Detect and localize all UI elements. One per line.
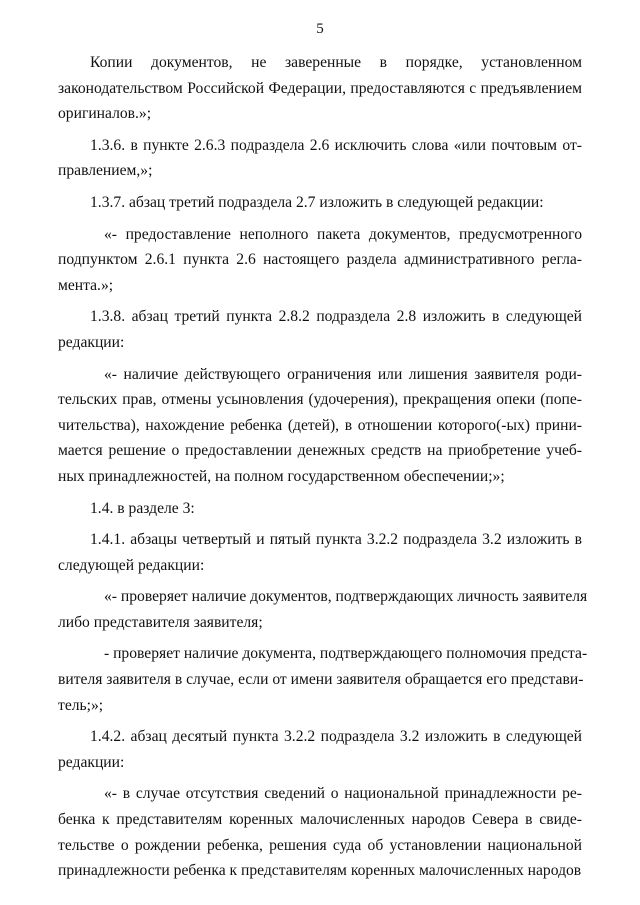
paragraph: [58, 527, 582, 578]
text-line: - проверяет наличие документа, подтверждающего полномочия предста-: [104, 645, 588, 663]
text-line: тельстве о рождении ребенка, решения суда об установлении национальной: [58, 836, 582, 854]
paragraph: [58, 641, 588, 718]
paragraph: [58, 304, 582, 355]
text-line: оригиналов.»;: [58, 105, 152, 123]
text-line: Копии документов, не заверенные в порядке, установленном: [90, 54, 582, 71]
paragraph: [58, 133, 582, 184]
text-line: 1.3.7. абзац третий подраздела 2.7 изложить в следующей редакции:: [90, 193, 544, 211]
text-line: «- наличие действующего ограничения или лишения заявителя роди-: [104, 365, 582, 383]
text-line: законодательством Российской Федерации, предоставляются с предъявлением: [58, 79, 582, 97]
paragraph: [58, 496, 582, 522]
paragraph: [58, 190, 582, 216]
text-line: 1.3.6. в пункте 2.6.3 подраздела 2.6 исключить слова «или почтовым от-: [90, 136, 582, 154]
text-line: мается решение о предоставлении денежных средств на приобретение учеб-: [58, 442, 582, 460]
paragraph: [58, 362, 582, 490]
text-line: редакции:: [58, 753, 125, 771]
text-line: 1.4. в разделе 3:: [90, 499, 195, 517]
text-line: правлением,»;: [58, 162, 153, 180]
paragraph: [58, 584, 588, 635]
text-line: «- предоставление неполного пакета документов, предусмотренного: [104, 225, 582, 243]
text-line: вителя заявителя в случае, если от имени заявителя обращается его представи-: [58, 671, 584, 689]
text-line: 1.3.8. абзац третий пункта 2.8.2 подраздела 2.8 изложить в следующей: [90, 308, 582, 326]
page-number: 5: [316, 21, 324, 37]
text-line: либо представителя заявителя;: [58, 613, 263, 631]
text-line: ных принадлежностей, на полном государственном обеспечении;»;: [58, 467, 505, 485]
paragraph: [58, 724, 582, 775]
text-line: 1.4.1. абзацы четвертый и пятый пункта 3.2.2 подраздела 3.2 изложить в: [90, 531, 582, 549]
paragraph: [58, 50, 582, 127]
text-line: бенка к представителям коренных малочисленных народов Севера в свиде-: [58, 811, 582, 829]
text-line: чительства), нахождение ребенка (детей), в отношении которого(-ых) прини-: [58, 416, 582, 434]
text-line: мента.»;: [58, 276, 114, 294]
document-body: [58, 50, 588, 884]
paragraph: [58, 222, 582, 299]
text-line: редакции:: [58, 333, 125, 351]
text-line: тель;»;: [58, 696, 104, 714]
text-line: следующей редакции:: [58, 556, 205, 574]
text-line: тельских прав, отмены усыновления (удочерения), прекращения опеки (попе-: [58, 391, 582, 409]
paragraph: [58, 781, 582, 883]
text-line: «- проверяет наличие документов, подтверждающих личность заявителя: [104, 588, 588, 606]
text-line: подпунктом 2.6.1 пункта 2.6 настоящего раздела административного регла-: [58, 251, 582, 269]
text-line: принадлежности ребенка к представителям коренных малочисленных народов: [58, 862, 582, 880]
text-line: 1.4.2. абзац десятый пункта 3.2.2 подраздела 3.2 изложить в следующей: [90, 728, 582, 746]
text-line: «- в случае отсутствия сведений о национальной принадлежности ре-: [104, 785, 582, 803]
